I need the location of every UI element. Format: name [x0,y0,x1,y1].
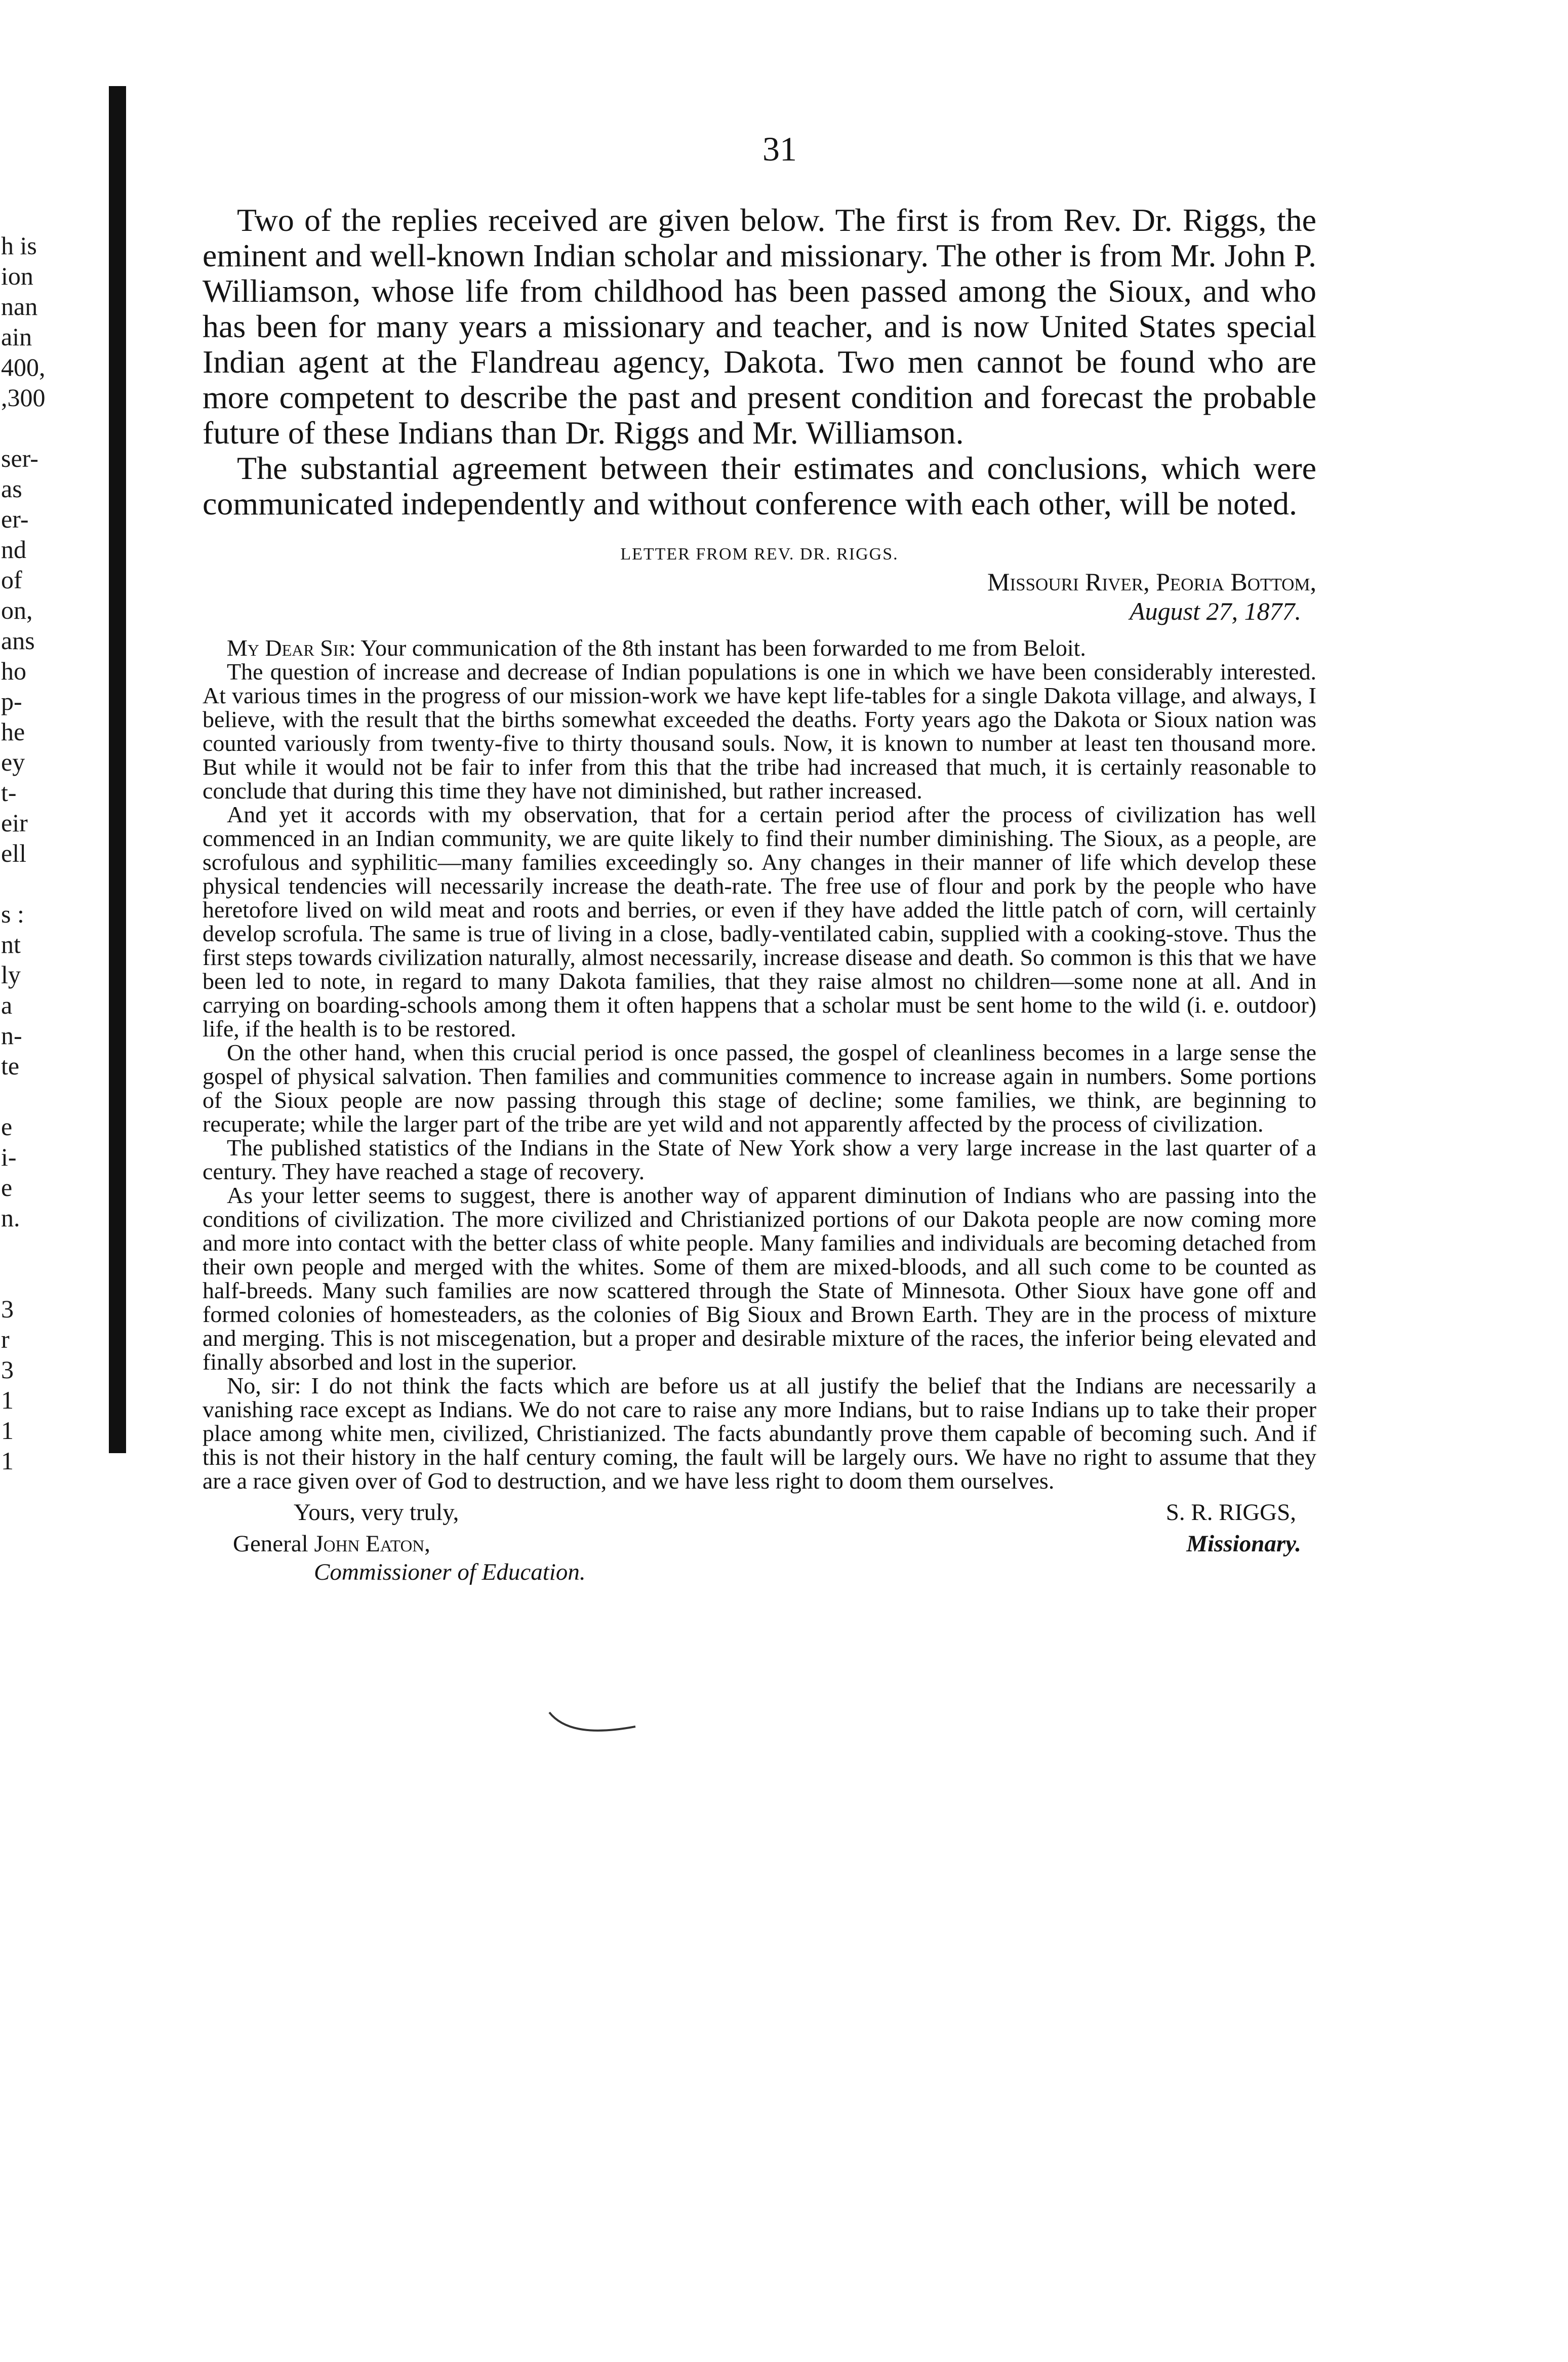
bleed-line: h is [1,231,37,260]
bleed-line: nt [1,930,21,958]
letter-paragraph: The question of increase and decrease of Indian populations is one in which we have been considerably interested. At various times in the progress of our mission-work we have kept life-tables for a single Dakota village, and always, I believe, with the result that the births somewhat exceeded the deaths. Forty years ago the Dakota or Sioux nation was counted variously from twenty-five to thirty thousand souls. Now, it is known to number at least ten thousand more. But while it would not be fair to infer from this that the tribe had increased that much, it is certainly reasonable to conclude that during this time they have not diminished, but rather increased. [203,659,1316,804]
intro-paragraph: Two of the replies received are given below. The first is from Rev. Dr. Riggs, the eminent and well-known Indian scholar and missionary. The other is from Mr. John P. Williamson, whose life from childhood has been passed among the Sioux, and who has been for many years a missionary and teacher, and is now United States special Indian agent at the Flandreau agency, Dakota. Two men cannot be found who are more competent to describe the past and present condition and forecast the probable future of these Indians than Dr. Riggs and Mr. Williamson. [203,202,1316,451]
addressee-title: Commissioner of Education. [314,1559,586,1585]
bleed-line: n- [1,1021,22,1050]
letter-date: August 27, 1877. [1130,597,1301,625]
letter-opening: Your communication of the 8th instant has been forwarded to me from Beloit. [360,635,1086,661]
bleed-line: 3 [1,1295,14,1323]
signer-title: Missionary. [1186,1531,1301,1557]
bleed-line: e [1,1112,13,1141]
bleed-line: ser- [1,444,38,472]
bleed-line: nd [1,535,26,564]
letter-paragraph: No, sir: I do not think the facts which are before us at all justify the belief that the Indians are necessarily a vanishing race except as Indians. We do not care to raise any more Indians, but to raise Indians up to take their proper place among white men, civilized, Christianized. The facts abundantly prove them capable of becoming such. And if this is not their history in the half century coming, the fault will be largely ours. We have no right to assume that they are a race given over of God to destruction, and we have less right to doom them ourselves. [203,1373,1316,1494]
bleed-line: 3 [1,1355,14,1384]
bleed-line: ey [1,748,25,776]
ink-mark [547,1706,638,1737]
bleed-line: s : [1,900,24,928]
bleed-line [1,868,62,899]
intro-section [203,203,1316,522]
letter-closing [203,1499,1316,1600]
facing-page-bleed [1,230,62,1476]
addressee-name: John Eaton, [314,1531,430,1557]
addressee [233,1530,430,1557]
bleed-line: n. [1,1204,20,1232]
page-number: 31 [762,130,797,168]
bleed-line: 1 [1,1386,14,1414]
bleed-line: p- [1,687,22,715]
bleed-line: ell [1,839,26,867]
bleed-line: e [1,1173,13,1202]
bleed-line: he [1,717,25,746]
bleed-line: te [1,1052,20,1080]
bleed-line: ans [1,626,35,655]
bleed-line [1,1263,62,1294]
bleed-line: ion [1,262,33,290]
bleed-line: a [1,991,13,1019]
bleed-line: of [1,566,22,594]
intro-paragraph: The substantial agreement between their estimates and conclusions, which were communicated independently and without conference with each other, will be noted. [203,450,1316,522]
bleed-line: 1 [1,1416,14,1445]
valediction: Yours, very truly, [294,1499,459,1526]
letter-paragraph: On the other hand, when this crucial period is once passed, the gospel of cleanliness becomes in a large sense the gospel of physical salvation. Then families and communities commence to increase again in numbers. Some portions of the Sioux people are now passing through this stage of decline; some families, we think, are beginning to recuperate; while the larger part of the tribe are yet wild and not apparently affected by the process of civilization. [203,1039,1316,1137]
letter-body [203,636,1316,1493]
bleed-line: ,300 [1,383,46,412]
bleed-line: as [1,474,22,503]
bleed-line: er- [1,505,29,533]
signer-name: S. R. RIGGS, [1165,1499,1296,1526]
letter-paragraph [203,636,1316,660]
bleed-line [1,413,62,443]
bleed-line: 400, [1,353,46,381]
page-body [203,203,1316,1600]
bleed-line: ho [1,657,26,685]
letter-dateline: Missouri River, Peoria Bottom, [987,568,1316,596]
salutation: My Dear Sir: [227,635,356,661]
bleed-line: ly [1,960,21,989]
letter-paragraph: The published statistics of the Indians in the State of New York show a very large increase in the last quarter of a century. They have reached a stage of recovery. [203,1135,1316,1184]
bleed-line [1,1233,62,1263]
bleed-line: 1 [1,1447,14,1475]
bleed-line: on, [1,596,33,624]
bleed-line: eir [1,809,28,837]
bleed-line: t- [1,778,17,807]
binding-gutter [109,86,126,1453]
bleed-line: i- [1,1143,17,1171]
bleed-line: nan [1,292,38,321]
bleed-line: ain [1,323,32,351]
letter-paragraph: And yet it accords with my observation, that for a certain period after the process of civilization has well commenced in an Indian community, we are quite likely to find their number diminishing. The Sioux, as a people, are scrofulous and syphilitic—many families exceedingly so. Any changes in their manner of life which develop these physical tendencies will necessarily increase the death-rate. The free use of flour and pork by the people who have heretofore lived on wild meat and roots and berries, or even if they have added the little patch of corn, will certainly develop scrofula. The same is true of living in a close, badly-ventilated cabin, supplied with a cooking-stove. Thus the first steps towards civilization naturally, almost necessarily, increase disease and death. So common is this that we have been led to note, in regard to many Dakota families, that they raise almost no children—some none at all. And in carrying on boarding-schools among them it often happens that a scholar must be sent home to the wild (i. e. outdoor) life, if the health is to be restored. [203,802,1316,1042]
bleed-line: r [1,1325,10,1353]
addressee-prefix: General [233,1531,308,1557]
letter-paragraph: As your letter seems to suggest, there is another way of apparent diminution of Indians who are passing into the conditions of civilization. The more civilized and Christianized portions of our Dakota people are now coming more and more into contact with the better class of white people. Many families and individuals are becoming detached from their own people and merged with the whites. Some of them are mixed-bloods, and all such come to be counted as half-breeds. Many such families are now scattered through the State of Minnesota. Other Sioux have gone off and formed colonies of homesteaders, as the colonies of Big Sioux and Brown Earth. They are in the process of mixture and merging. This is not miscegenation, but a proper and desirable mixture of the races, the inferior being elevated and finally absorbed and lost in the superior. [203,1182,1316,1375]
letter-heading: LETTER FROM REV. DR. RIGGS. [620,545,899,564]
bleed-line [1,1081,62,1111]
